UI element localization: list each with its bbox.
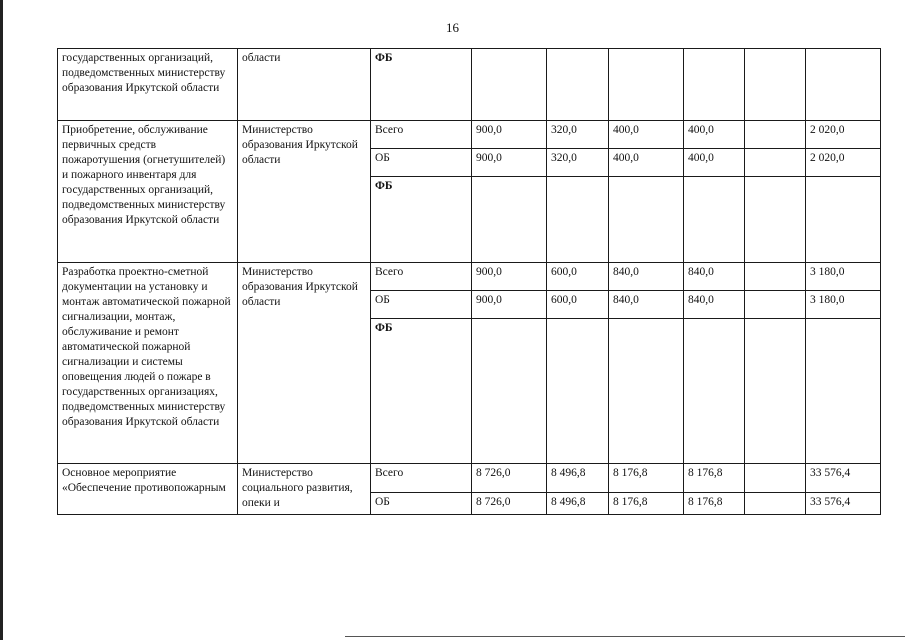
year-value-cell: [684, 49, 745, 121]
year-value-cell: 840,0: [684, 291, 745, 319]
total-cell: [806, 49, 881, 121]
total-cell: 3 180,0: [806, 263, 881, 291]
executor-cell: Министерство образования Иркутской области: [238, 121, 371, 263]
year-value-cell: 900,0: [472, 121, 547, 149]
year-value-cell: [609, 49, 684, 121]
funding-source-cell: ФБ: [371, 319, 472, 464]
total-cell: [806, 319, 881, 464]
year-value-cell: 8 726,0: [472, 464, 547, 493]
year-value-cell: 900,0: [472, 291, 547, 319]
executor-cell: Министерство социального развития, опеки и: [238, 464, 371, 515]
year-value-cell: 900,0: [472, 263, 547, 291]
year-value-cell: [609, 319, 684, 464]
year-value-cell: 400,0: [684, 121, 745, 149]
funding-source-cell: ФБ: [371, 177, 472, 263]
year-value-cell: 900,0: [472, 149, 547, 177]
table-row: [58, 464, 881, 493]
year-value-cell: 840,0: [609, 263, 684, 291]
year-value-cell: [684, 177, 745, 263]
year-value-cell: [745, 49, 806, 121]
year-value-cell: 400,0: [684, 149, 745, 177]
year-value-cell: 8 496,8: [547, 492, 609, 514]
year-value-cell: [609, 177, 684, 263]
year-value-cell: [745, 121, 806, 149]
total-cell: 2 020,0: [806, 149, 881, 177]
year-value-cell: 8 176,8: [609, 464, 684, 493]
executor-cell: Министерство образования Иркутской области: [238, 263, 371, 464]
measure-cell: Основное мероприятие «Обеспечение противопожарным: [58, 464, 238, 515]
year-value-cell: 8 726,0: [472, 492, 547, 514]
year-value-cell: [472, 177, 547, 263]
year-value-cell: [547, 319, 609, 464]
budget-table: [57, 48, 881, 515]
funding-source-cell: ОБ: [371, 492, 472, 514]
year-value-cell: 8 176,8: [684, 492, 745, 514]
measure-cell: Разработка проектно-сметной документации на установку и монтаж автоматической пожарной сигнализации, монтаж, обслуживание и ремонт автоматической пожарной сигнализации и системы оповещения людей о пожаре в государственных организациях, подведомственных министерству образования Иркутской области: [58, 263, 238, 464]
funding-source-cell: ОБ: [371, 149, 472, 177]
page-number: 16: [446, 20, 459, 35]
total-cell: 33 576,4: [806, 464, 881, 493]
funding-source-cell: ОБ: [371, 291, 472, 319]
year-value-cell: 320,0: [547, 121, 609, 149]
funding-source-cell: ФБ: [371, 49, 472, 121]
table-row: [58, 263, 881, 291]
budget-table-body: [58, 49, 881, 515]
year-value-cell: 400,0: [609, 121, 684, 149]
year-value-cell: [472, 49, 547, 121]
total-cell: 2 020,0: [806, 121, 881, 149]
year-value-cell: [684, 319, 745, 464]
total-cell: [806, 177, 881, 263]
year-value-cell: [745, 319, 806, 464]
year-value-cell: 320,0: [547, 149, 609, 177]
year-value-cell: [547, 49, 609, 121]
year-value-cell: [745, 177, 806, 263]
executor-cell: области: [238, 49, 371, 121]
scan-edge-left: [0, 0, 3, 640]
year-value-cell: 840,0: [684, 263, 745, 291]
table-row: [58, 49, 881, 121]
funding-source-cell: Всего: [371, 464, 472, 493]
year-value-cell: [745, 149, 806, 177]
year-value-cell: [547, 177, 609, 263]
funding-source-cell: Всего: [371, 263, 472, 291]
measure-cell: Приобретение, обслуживание первичных средств пожаротушения (огнетушителей) и пожарного инвентаря для государственных организаций, подведомственных министерству образования Иркутской области: [58, 121, 238, 263]
year-value-cell: 600,0: [547, 291, 609, 319]
year-value-cell: 8 176,8: [609, 492, 684, 514]
year-value-cell: [745, 464, 806, 493]
year-value-cell: [745, 492, 806, 514]
measure-cell: государственных организаций, подведомственных министерству образования Иркутской области: [58, 49, 238, 121]
year-value-cell: 840,0: [609, 291, 684, 319]
year-value-cell: 8 496,8: [547, 464, 609, 493]
year-value-cell: [472, 319, 547, 464]
funding-source-cell: Всего: [371, 121, 472, 149]
table-row: [58, 121, 881, 149]
total-cell: 33 576,4: [806, 492, 881, 514]
year-value-cell: [745, 263, 806, 291]
year-value-cell: 600,0: [547, 263, 609, 291]
total-cell: 3 180,0: [806, 291, 881, 319]
year-value-cell: 8 176,8: [684, 464, 745, 493]
scan-edge-bottom: [345, 636, 905, 637]
year-value-cell: [745, 291, 806, 319]
year-value-cell: 400,0: [609, 149, 684, 177]
